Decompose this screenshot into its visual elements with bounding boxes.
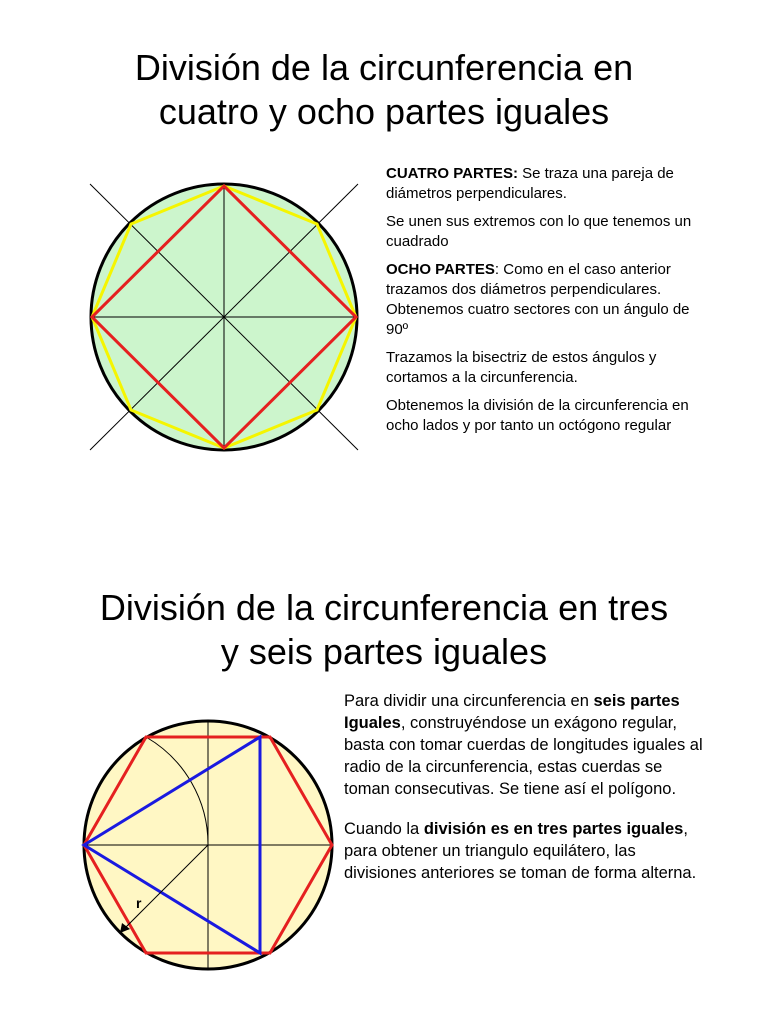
tres-partes-text-a: Cuando la [344,820,424,838]
ocho-partes-label: OCHO PARTES [386,261,495,278]
seis-partes-bold: seis partes Iguales [344,692,680,732]
ocho-partes-text: : Como en el caso anterior trazamos dos diámetros perpendiculares. Obtenemos cuatro sectores con un ángulo de 90º [386,261,690,338]
section1-title-line1: División de la circunferencia en [134,47,634,88]
section1-title-line2: cuatro y ocho partes iguales [158,91,610,132]
tres-partes-bold: división es en tres partes iguales [423,820,684,838]
tres-partes-text-b: , para obtener un triangulo equilátero, las divisiones anteriores se toman de forma alterna. [344,820,697,882]
octagon-square-diagram [60,170,370,470]
cuatro-partes-paragraph [386,164,706,204]
hexagon-triangle-diagram [60,715,350,985]
ocho-partes-paragraph [386,260,706,340]
cuatro-partes-text: Se traza una pareja de diámetros perpendiculares. [386,165,674,202]
section1-text [386,164,706,444]
cuadrado-paragraph: Se unen sus extremos con lo que tenemos un cuadrado [386,213,692,250]
octogono-paragraph: Obtenemos la división de la circunferencia en ocho lados y por tanto un octógono regular [386,397,689,434]
radius-label: r [136,895,142,911]
seis-partes-paragraph [344,690,704,800]
seis-partes-text-a: Para dividir una circunferencia en [344,692,594,710]
seis-partes-text-b: , construyéndose un exágono regular, basta con tomar cuerdas de longitudes iguales al radio de la circunferencia, estas cuerdas se toman consecutivas. Se tiene así el polígono. [344,714,703,798]
section2-title-line1: División de la circunferencia en tres [99,587,669,628]
tres-partes-paragraph [344,818,704,884]
bisectriz-paragraph: Trazamos la bisectriz de estos ángulos y cortamos a la circunferencia. [386,349,657,386]
section2-title-line2: y seis partes iguales [220,631,548,672]
section2-text [344,690,704,902]
section1-title [0,46,768,134]
cuatro-partes-label: CUATRO PARTES: [386,165,518,182]
section2-title [0,586,768,674]
